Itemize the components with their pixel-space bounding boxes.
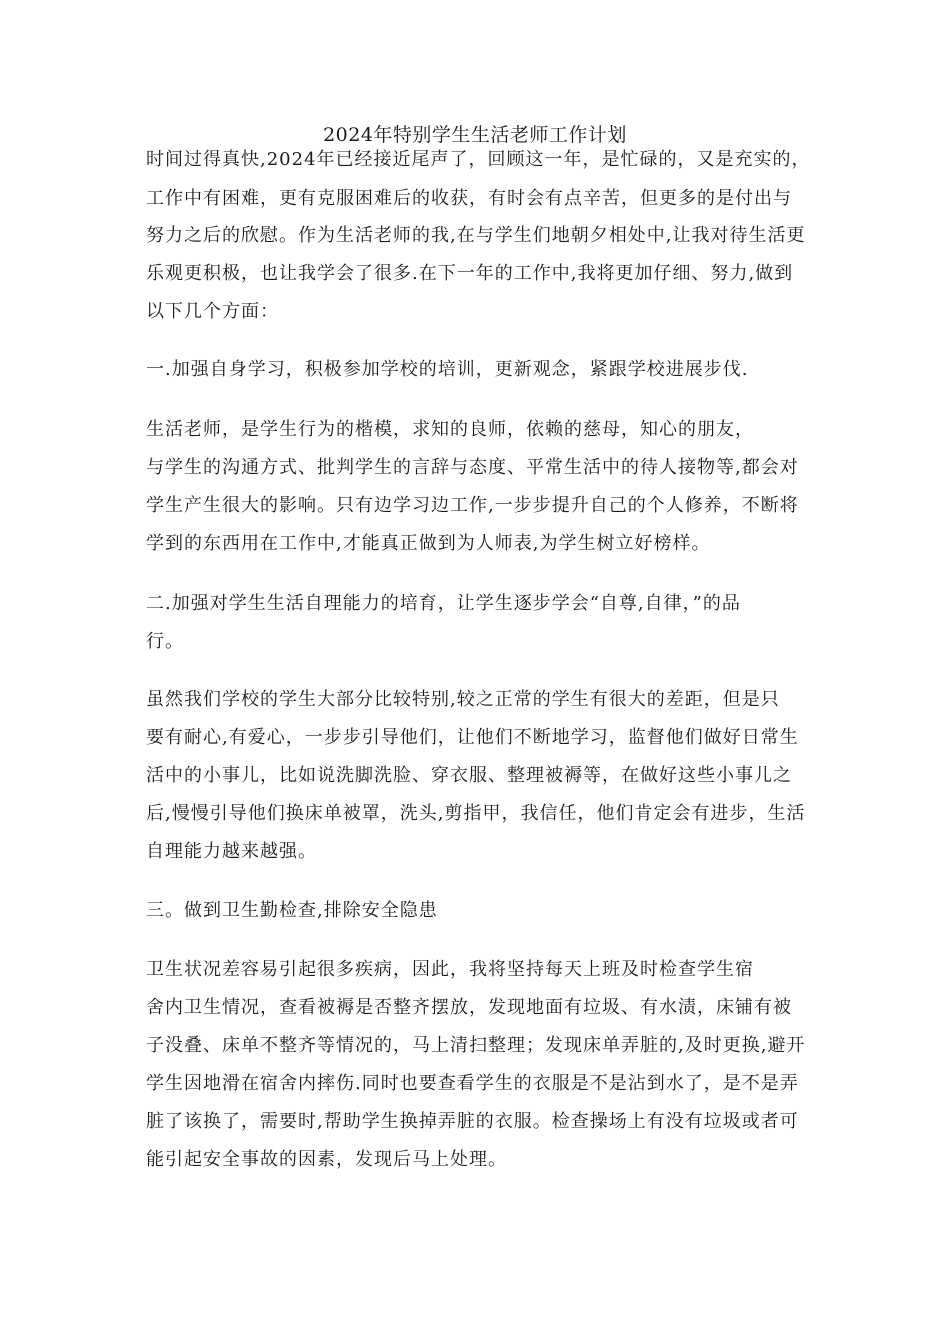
text-line: 以下几个方面： [146, 301, 279, 322]
text-line: 要有耐心,有爱心，一步步引导他们，让他们不断地学习，监督他们做好日常生 [146, 727, 799, 748]
text-line: 工作中有困难，更有克服困难后的收获，有时会有点辛苦，但更多的是付出与 [146, 188, 792, 209]
text-line: 脏了该换了，需要时,帮助学生换掉弄脏的衣服。检查操场上有没有垃圾或者可 [146, 1111, 799, 1132]
text-line: 与学生的沟通方式、批判学生的言辞与态度、平常生活中的待人接物等,都会对 [146, 457, 799, 478]
document-title: 2024年特别学生生活老师工作计划 [323, 124, 627, 146]
text-line: 能引起安全事故的因素，发现后马上处理。 [146, 1149, 507, 1170]
text-line: 学生产生很大的影响。只有边学习边工作,一步步提升自己的个人修养，不断将 [146, 495, 799, 516]
text-line: 自理能力越来越强。 [146, 841, 317, 862]
text-line: 生活老师，是学生行为的楷模，求知的良师，依赖的慈母，知心的朋友， [146, 419, 754, 440]
section-heading: 二.加强对学生生活自理能力的培育，让学生逐步学会“自尊,自律，”的品 [146, 593, 741, 614]
section-heading: 三。做到卫生勤检查,排除安全隐患 [146, 900, 438, 921]
text-line: 努力之后的欣慰。作为生活老师的我,在与学生们地朝夕相处中,让我对待生活更 [146, 225, 806, 246]
text-line: 活中的小事儿，比如说洗脚洗脸、穿衣服、整理被褥等，在做好这些小事儿之 [146, 765, 792, 786]
text-line: 乐观更积极，也让我学会了很多.在下一年的工作中,我将更加仔细、努力,做到 [146, 263, 794, 284]
text-line: 子没叠、床单不整齐等情况的，马上清扫整理；发现床单弄脏的,及时更换,避开 [146, 1035, 806, 1056]
text-line: 后,慢慢引导他们换床单被罩，洗头,剪指甲，我信任，他们肯定会有进步，生活 [146, 803, 806, 824]
section-heading: 一.加强自身学习，积极参加学校的培训，更新观念，紧跟学校进展步伐. [146, 359, 749, 380]
text-line: 学到的东西用在工作中,才能真正做到为人师表,为学生树立好榜样。 [146, 533, 711, 554]
text-line: 卫生状况差容易引起很多疾病，因此，我将坚持每天上班及时检查学生宿 [146, 959, 754, 980]
text-line: 学生因地滑在宿舍内摔伤.同时也要查看学生的衣服是不是沾到水了，是不是弄 [146, 1073, 799, 1094]
text-line: 虽然我们学校的学生大部分比较特别,较之正常的学生有很大的差距，但是只 [146, 689, 780, 710]
text-line: 行。 [146, 631, 184, 652]
text-line: 舍内卫生情况，查看被褥是否整齐摆放，发现地面有垃圾、有水渍，床铺有被 [146, 997, 792, 1018]
text-line: 时间过得真快,2024年已经接近尾声了，回顾这一年，是忙碌的，又是充实的， [146, 149, 811, 170]
